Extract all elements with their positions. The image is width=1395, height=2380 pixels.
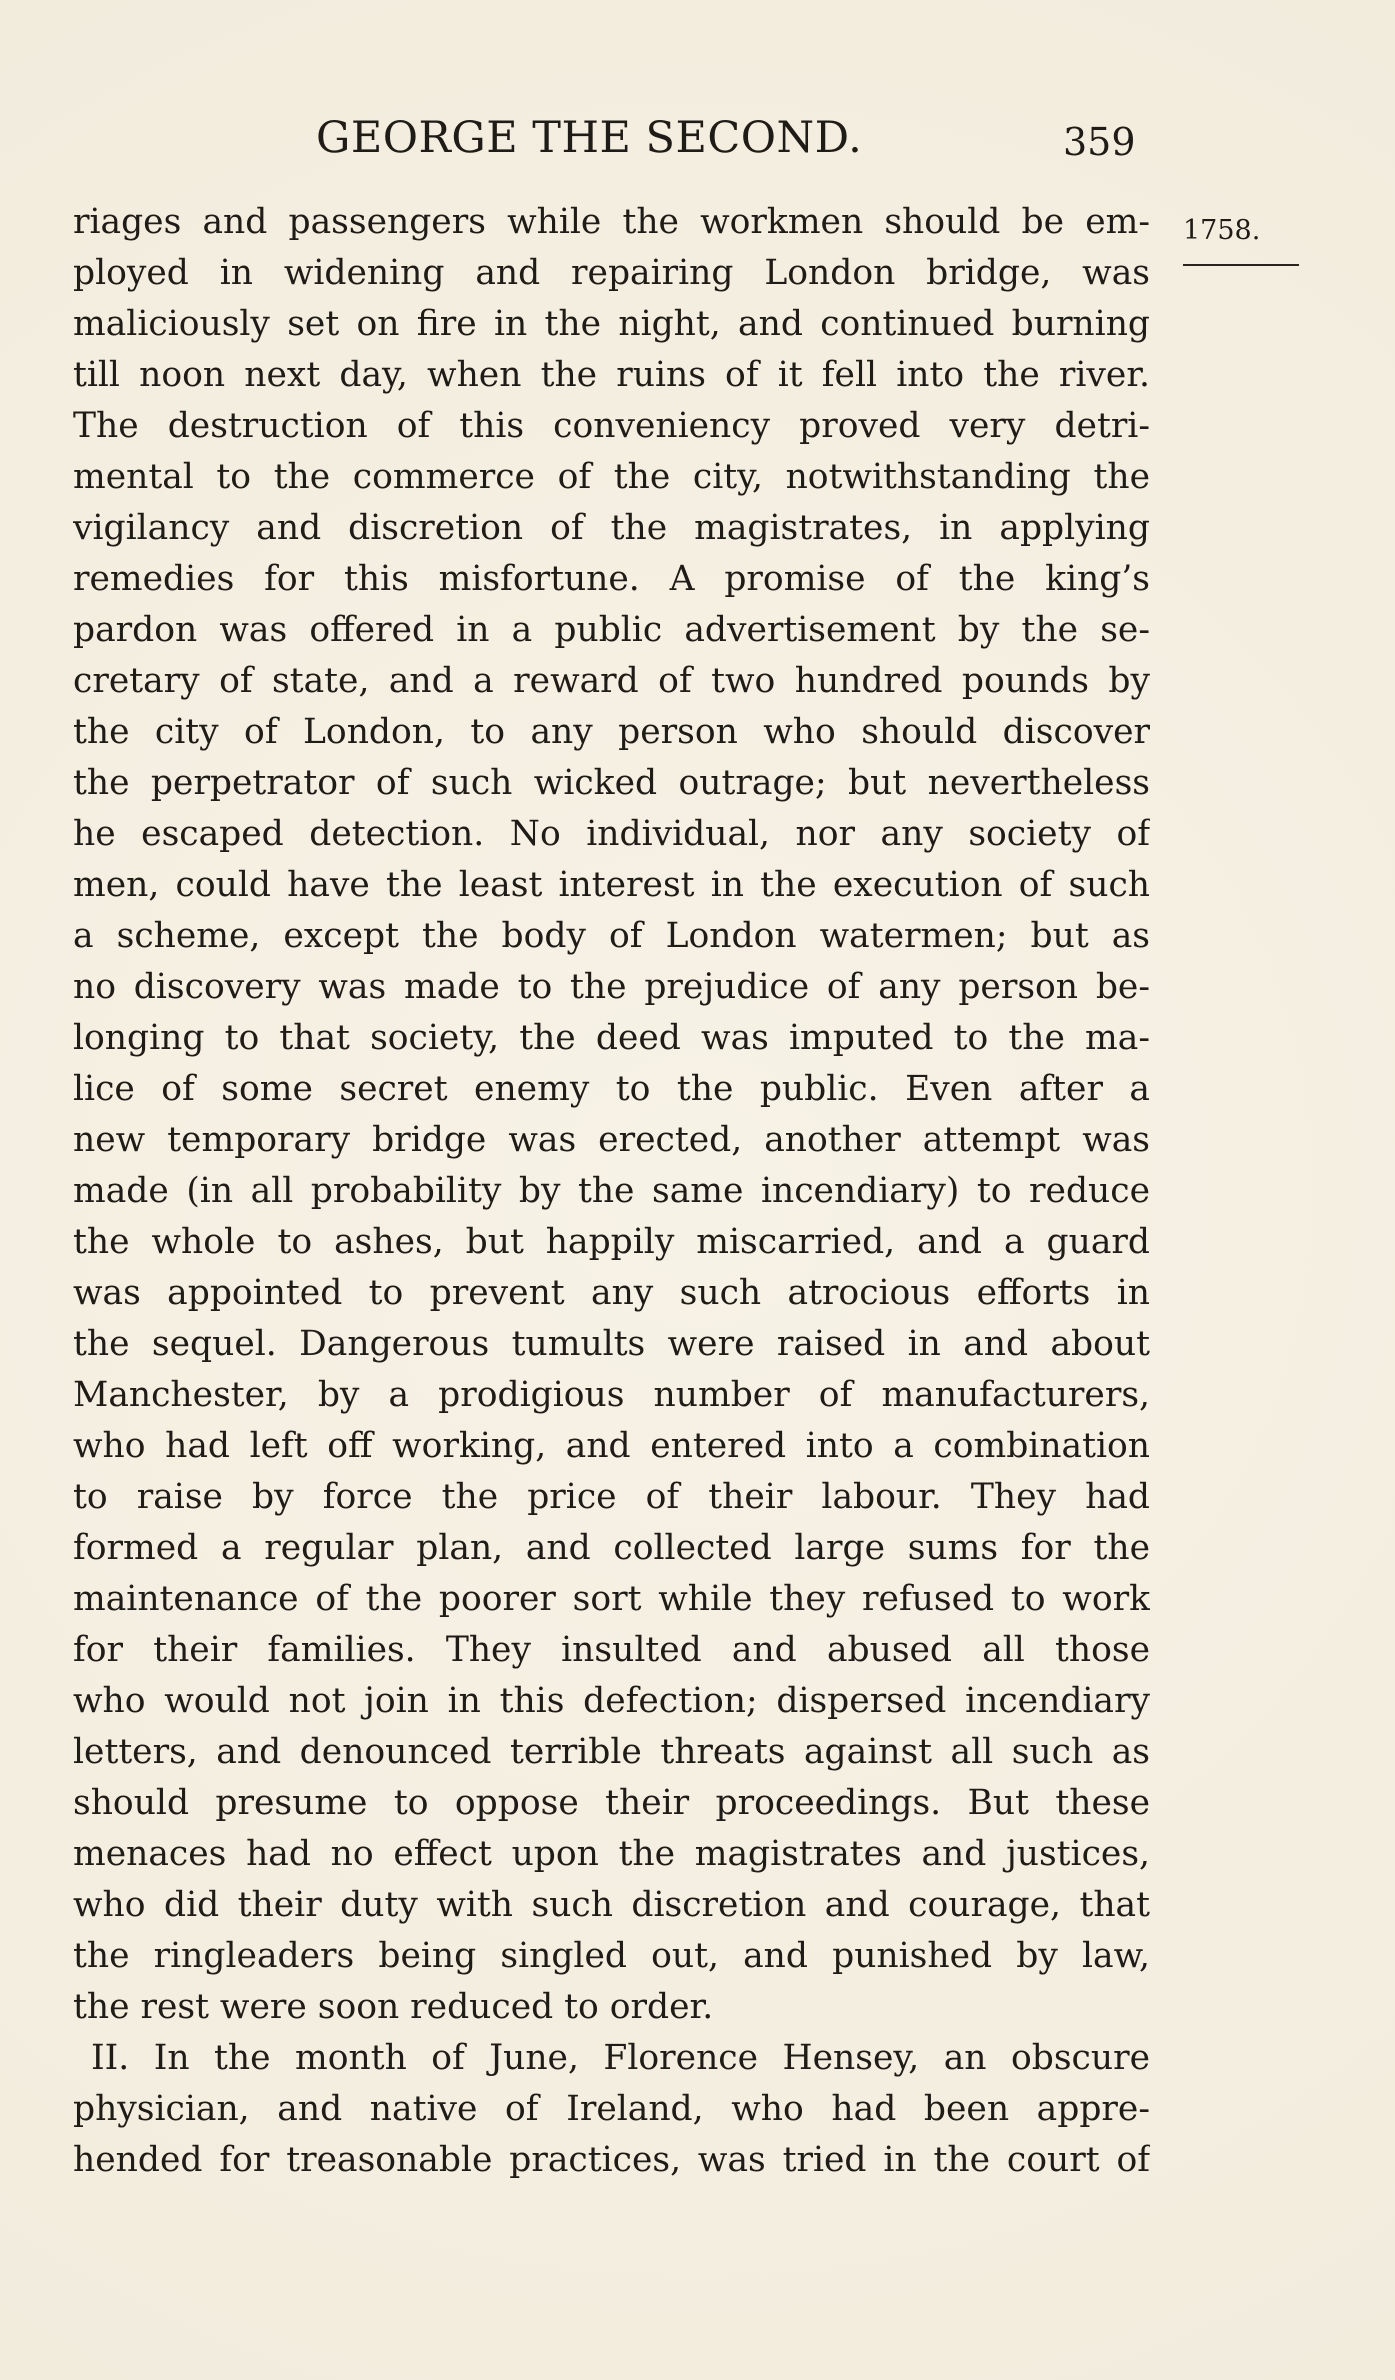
text-line: till noon next day, when the ruins of it fell into the river. <box>73 355 1150 395</box>
text-line: should presume to oppose their proceedings. But these <box>73 1783 1150 1823</box>
text-line: the rest were soon reduced to order. <box>73 1987 714 2027</box>
text-line: the city of London, to any person who should discover <box>73 712 1150 752</box>
text-line: to raise by force the price of their labour. They had <box>73 1477 1150 1517</box>
text-line: maintenance of the poorer sort while they refused to work <box>73 1579 1150 1619</box>
text-line: no discovery was made to the prejudice of any person be- <box>73 967 1150 1007</box>
text-line: who would not join in this defection; dispersed incendiary <box>73 1681 1150 1721</box>
text-line: the whole to ashes, but happily miscarried, and a guard <box>73 1222 1150 1262</box>
text-line: lice of some secret enemy to the public. Even after a <box>73 1069 1150 1109</box>
text-line: longing to that society, the deed was imputed to the ma- <box>73 1018 1150 1058</box>
text-line: he escaped detection. No individual, nor any society of <box>73 814 1150 854</box>
margin-divider <box>1183 264 1299 266</box>
text-line: pardon was offered in a public advertisement by the se- <box>73 610 1150 650</box>
margin-year: 1758. <box>1183 215 1261 246</box>
text-line: mental to the commerce of the city, notwithstanding the <box>73 457 1150 497</box>
text-line: letters, and denounced terrible threats against all such as <box>73 1732 1150 1772</box>
text-line: The destruction of this conveniency proved very detri- <box>73 406 1150 446</box>
text-line: who had left off working, and entered into a combination <box>73 1426 1150 1466</box>
text-line: the sequel. Dangerous tumults were raised in and about <box>73 1324 1150 1364</box>
text-line: physician, and native of Ireland, who had been appre- <box>73 2089 1150 2129</box>
text-line: hended for treasonable practices, was tried in the court of <box>73 2140 1150 2180</box>
text-line: menaces had no effect upon the magistrates and justices, <box>73 1834 1150 1874</box>
text-line: cretary of state, and a reward of two hundred pounds by <box>73 661 1150 701</box>
text-line: formed a regular plan, and collected large sums for the <box>73 1528 1150 1568</box>
text-line: new temporary bridge was erected, another attempt was <box>73 1120 1150 1160</box>
text-line: made (in all probability by the same incendiary) to reduce <box>73 1171 1150 1211</box>
text-line: maliciously set on fire in the night, and continued burning <box>73 304 1150 344</box>
text-line: riages and passengers while the workmen should be em- <box>73 202 1150 242</box>
text-line: the ringleaders being singled out, and punished by law, <box>73 1936 1150 1976</box>
text-line: who did their duty with such discretion and courage, that <box>73 1885 1150 1925</box>
body-text <box>73 197 1150 2186</box>
text-line: remedies for this misfortune. A promise of the king’s <box>73 559 1150 599</box>
page-number: 359 <box>1063 120 1136 164</box>
text-line: II. In the month of June, Florence Hensey, an obscure <box>91 2038 1150 2078</box>
text-line: vigilancy and discretion of the magistrates, in applying <box>73 508 1150 548</box>
text-line: men, could have the least interest in the execution of such <box>73 865 1150 905</box>
text-line: for their families. They insulted and abused all those <box>73 1630 1150 1670</box>
text-line: the perpetrator of such wicked outrage; but nevertheless <box>73 763 1150 803</box>
text-line: ployed in widening and repairing London bridge, was <box>73 253 1150 293</box>
text-line: Manchester, by a prodigious number of manufacturers, <box>73 1375 1150 1415</box>
running-header-title: GEORGE THE SECOND. <box>316 113 863 163</box>
text-line: a scheme, except the body of London watermen; but as <box>73 916 1150 956</box>
text-line: was appointed to prevent any such atrocious efforts in <box>73 1273 1150 1313</box>
